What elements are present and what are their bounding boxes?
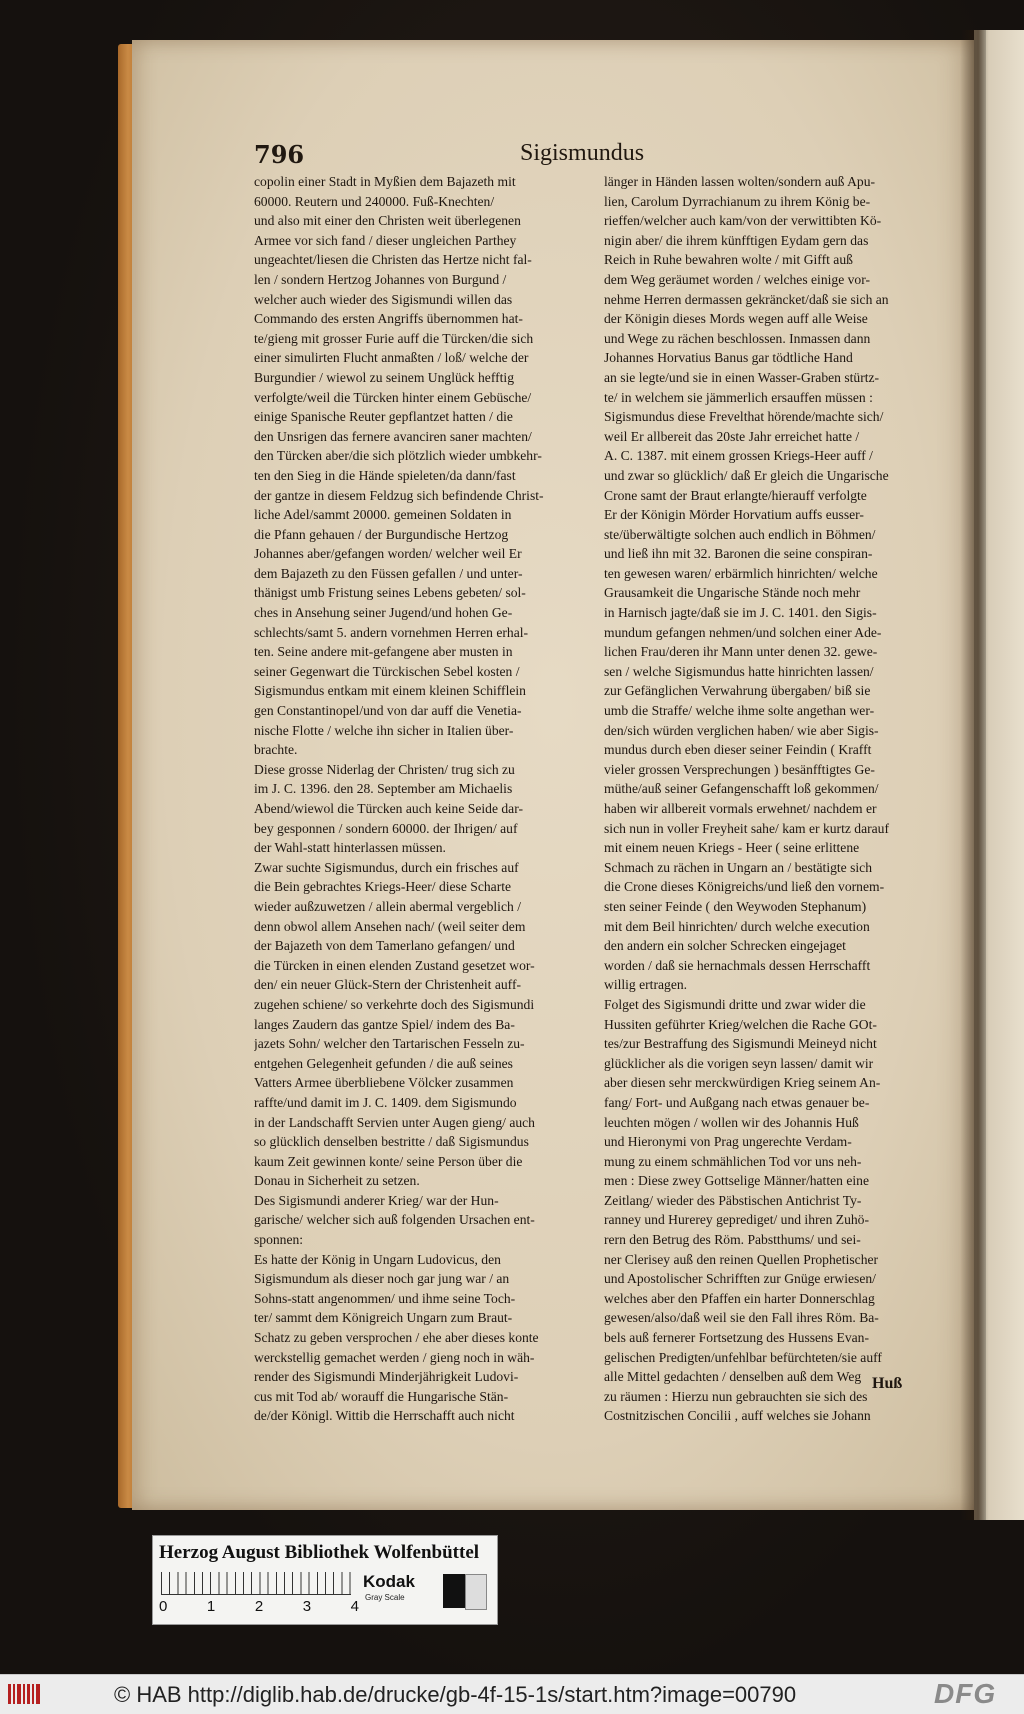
- text-line: Reich in Ruhe bewahren wolte / mit Gifft auß: [604, 252, 853, 268]
- ruler-number: 3: [302, 1598, 312, 1615]
- text-line: denn obwol allem Ansehen nach/ (weil seiter dem: [254, 918, 526, 934]
- text-line: in der Landschafft Servien unter Augen gieng/ auch: [254, 1114, 535, 1130]
- text-line: zu räumen : Hierzu nun gebrauchten sie sich des: [604, 1388, 868, 1404]
- text-line: te/gieng mit grosser Furie auff die Türcken/die sich: [254, 330, 534, 346]
- text-line: kaum Zeit gewinnen konte/ seine Person über die: [254, 1153, 523, 1169]
- running-head: Sigismundus: [520, 140, 645, 166]
- text-line: ten gewesen waren/ erbärmlich hinrichten/ welche: [604, 565, 878, 581]
- gray-scale-caption: Gray Scale: [365, 1593, 405, 1602]
- text-line: ste/überwältigte solchen auch endlich in Böhmen/: [604, 526, 876, 542]
- text-line: sponnen:: [254, 1232, 304, 1248]
- text-line: Diese grosse Niderlag der Christen/ trug sich zu: [254, 761, 515, 777]
- gray-patch-white: [465, 1574, 487, 1610]
- kodak-logo-text: Kodak: [363, 1572, 415, 1591]
- text-line: Grausamkeit die Ungarische Stände noch mehr: [604, 585, 861, 601]
- dfg-logo: DFG: [934, 1678, 997, 1709]
- text-line: liche Adel/sammt 20000. gemeinen Soldaten in: [254, 507, 512, 523]
- text-line: Armee vor sich fand / dieser ungleichen Parthey: [254, 232, 517, 248]
- text-line: schlechts/samt 5. andern vornehmen Herren erhal-: [254, 624, 529, 640]
- text-line: ten den Sieg in die Hände spieleten/da dann/fast: [254, 467, 516, 483]
- text-line: Sigismundus entkam mit einem kleinen Schifflein: [254, 683, 526, 699]
- text-line: len / sondern Hertzog Johannes von Burgund /: [254, 271, 507, 287]
- footer-url-text: © HAB http://diglib.hab.de/drucke/gb-4f-15-1s/start.htm?image=00790: [114, 1682, 797, 1707]
- text-line: entgehen Gelegenheit gefunden / die auß seines: [254, 1055, 513, 1071]
- text-line: dem Weg geräumet worden / welches einige vor-: [604, 271, 871, 287]
- text-line: mit dem Beil hinrichten/ durch welche execution: [604, 918, 870, 934]
- ruler-number: 4: [350, 1598, 359, 1615]
- text-line: und Apostolischer Schrifften zur Gnüge erwiesen/: [604, 1271, 876, 1287]
- text-line: Des Sigismundi anderer Krieg/ war der Hun-: [254, 1192, 499, 1208]
- text-line: cus mit Tod ab/ worauff die Hungarische Stän-: [254, 1388, 509, 1404]
- text-line: gelischen Predigten/unfehlbar befürchteten/sie auff: [604, 1349, 882, 1365]
- text-line: seiner Gegenwart die Türckischen Sebel kosten /: [254, 663, 520, 679]
- text-line: die Pfann gehauen / der Burgundische Hertzog: [254, 526, 509, 542]
- text-line: gewesen/also/daß weil sie den Fall ihres Röm. Ba-: [604, 1310, 879, 1326]
- text-line: den andern ein solcher Schrecken eingejaget: [604, 938, 846, 954]
- library-label-card: [152, 1535, 498, 1625]
- text-line: den Türcken aber/die sich plötzlich wieder umbkehr-: [254, 448, 542, 464]
- text-line: und zwar so glücklich/ daß Er gleich die Ungarische: [604, 467, 889, 483]
- text-line: so glücklich denselben bestritte / daß Sigismundus: [254, 1134, 529, 1150]
- text-line: ungeachtet/liesen die Christen das Hertze nicht fal-: [254, 252, 532, 268]
- text-line: leuchten mögen / wollen wir des Johannis Huß: [604, 1114, 859, 1130]
- text-line: lichen Frau/deren ihr Mann unter denen 32. gewe-: [604, 644, 878, 660]
- gray-patch-black: [443, 1574, 465, 1608]
- text-line: im J. C. 1396. den 28. September am Michaelis: [254, 781, 513, 797]
- text-line: Folget des Sigismundi dritte und zwar wider die: [604, 996, 866, 1012]
- text-line: Es hatte der König in Ungarn Ludovicus, den: [254, 1251, 501, 1267]
- text-line: müthe/auß seiner Gefangenschafft loß gekommen/: [604, 781, 879, 797]
- text-line: glücklicher als die vorigen seyn lassen/ damit wir: [604, 1055, 874, 1071]
- text-line: der Wahl-statt hinterlassen müssen.: [254, 840, 446, 856]
- text-line: Johannes aber/gefangen worden/ welcher weil Er: [254, 546, 522, 562]
- text-line: der gantze in diesem Feldzug sich befindende Christ-: [254, 487, 544, 503]
- text-line: Commando des ersten Angriffs übernommen hat-: [254, 311, 523, 327]
- text-line: und also mit einer den Christen weit überlegenen: [254, 213, 521, 229]
- text-line: Er der Königin Mörder Horvatium auffs eusser-: [604, 507, 864, 523]
- library-name: Herzog August Bibliothek Wolfenbüttel: [159, 1542, 480, 1563]
- text-line: Zwar suchte Sigismundus, durch ein frisches auf: [254, 859, 519, 875]
- text-line: brachte.: [254, 742, 298, 758]
- text-line: den Unsrigen das fernere avanciren saner machten/: [254, 428, 532, 444]
- text-line: werckstellig gemachet werden / gieng noch in wäh-: [254, 1349, 535, 1365]
- text-line: mit einem neuen Kriegs - Heer ( seine erlittene: [604, 840, 860, 856]
- text-line: thänigst umb Fristung seines Lebens gebeten/ sol-: [254, 585, 526, 601]
- text-line: A. C. 1387. mit einem grossen Kriegs-Heer auff /: [604, 448, 873, 464]
- text-line: mundus durch eben dieser seiner Feindin ( Krafft: [604, 742, 872, 758]
- text-line: garische/ welcher sich auß folgenden Ursachen ent-: [254, 1212, 535, 1228]
- text-line: und Hieronymi von Prag ungerechte Verdam-: [604, 1134, 852, 1150]
- text-line: raffte/und damit im J. C. 1409. dem Sigismundo: [254, 1094, 517, 1110]
- text-line: render des Sigismundi Minderjährigkeit Ludovi-: [254, 1369, 519, 1385]
- text-line: ter/ sammt dem Königreich Ungarn zum Braut-: [254, 1310, 513, 1326]
- text-line: der Königin dieses Mords wegen auff alle Weise: [604, 311, 868, 327]
- text-line: tes/zur Bestraffung des Sigismundi Meineyd nicht: [604, 1036, 877, 1052]
- ruler-number: 1: [206, 1598, 216, 1615]
- hab-barcode-icon: [6, 1680, 46, 1708]
- footer-bar: [0, 1674, 1024, 1714]
- text-line: länger in Händen lassen wolten/sondern auß Apu-: [604, 174, 876, 189]
- text-line: fang/ Fort- und Außgang nach etwas genauer be-: [604, 1094, 870, 1110]
- text-line: Burgundier / wiewol zu seinem Unglück hefftig: [254, 369, 514, 385]
- text-line: lien, Carolum Dyrrachianum zu ihrem König be-: [604, 193, 871, 209]
- text-line: Sigismundum als dieser noch gar jung war / an: [254, 1271, 510, 1287]
- text-line: ches in Ansehung seiner Jugend/und hohen Ge-: [254, 605, 513, 621]
- text-line: mundum gefangen nehmen/und solchen einer Ade-: [604, 624, 882, 640]
- text-line: worden / daß sie hernachmals dessen Herrschafft: [604, 957, 871, 973]
- kodak-gray-scale: [357, 1572, 491, 1614]
- text-line: Sigismundus diese Frevelthat hörende/machte sich/: [604, 409, 884, 425]
- text-line: die Türcken in einen elenden Zustand gesetzet wor-: [254, 957, 535, 973]
- text-line: 60000. Reutern und 240000. Fuß-Knechten/: [254, 193, 495, 209]
- catchword: Huß: [872, 1375, 903, 1392]
- text-line: Schmach zu rächen in Ungarn an / bestätigte sich: [604, 859, 873, 875]
- text-line: sich nun in voller Freyheit sahe/ kam er kurtz darauf: [604, 820, 889, 836]
- text-line: mung zu einem schmählichen Tod vor uns neh-: [604, 1153, 862, 1169]
- text-line: Crone samt der Braut erlangte/hierauff verfolgte: [604, 487, 867, 503]
- text-line: dem Bajazeth zu den Füssen gefallen / und unter-: [254, 565, 523, 581]
- ruler-number: 0: [159, 1598, 168, 1615]
- text-line: nische Flotte / welche ihn sicher in Italien über-: [254, 722, 514, 738]
- text-line: welcher auch wieder des Sigismundi willen das: [254, 291, 513, 307]
- text-line: zugehen schiene/ so verkehrte doch des Sigismundi: [254, 996, 535, 1012]
- text-line: copolin einer Stadt in Myßien dem Bajazeth mit: [254, 174, 516, 189]
- page-number: 796: [254, 140, 305, 169]
- text-line: jazets Sohn/ welcher den Tartarischen Fesseln zu-: [254, 1036, 525, 1052]
- text-line: Costnitzischen Concilii , auff welches sie Johann: [604, 1408, 871, 1424]
- text-line: nigin aber/ die ihrem künfftigen Eydam gern das: [604, 232, 869, 248]
- text-line: Schatz zu geben versprochen / ehe aber dieses konte: [254, 1330, 539, 1346]
- text-line: Sohns-statt angenommen/ und ihme seine Toch-: [254, 1290, 516, 1306]
- text-line: te/ in welchem sie jämmerlich ersauffen müssen :: [604, 389, 873, 405]
- text-line: bels auß fernerer Fortsetzung des Hussens Evan-: [604, 1330, 869, 1346]
- text-line: rern den Betrug des Röm. Pabstthums/ und sei-: [604, 1232, 861, 1248]
- text-line: den/sich würden verglichen haben/ wie aber Sigis-: [604, 722, 879, 738]
- scale-ruler: [161, 1572, 351, 1595]
- text-line: sten seiner Feinde ( den Weywoden Stephanum): [604, 898, 867, 914]
- text-line: weil Er allbereit das 20ste Jahr erreichet hatte /: [604, 428, 860, 444]
- text-line: einer simulirten Flucht anmaßten / loß/ welche der: [254, 350, 529, 366]
- text-line: an sie legte/und sie in einen Wasser-Graben stürtz-: [604, 369, 880, 385]
- text-line: in Harnisch jagte/daß sie im J. C. 1401. den Sigis-: [604, 605, 877, 621]
- ruler-number: 2: [254, 1598, 264, 1615]
- text-line: haben wir allbereit vormals erwehnet/ nachdem er: [604, 801, 877, 816]
- text-line: willig ertragen.: [604, 977, 688, 993]
- text-line: und Wege zu rächen beschlossen. Inmassen dann: [604, 330, 871, 346]
- text-line: langes Zaudern das gantze Spiel/ indem des Ba-: [254, 1016, 515, 1032]
- text-line: einige Spanische Reuter gepflantzet hatten / die: [254, 409, 513, 425]
- text-line: Zeitlang/ wieder des Päbstischen Antichrist Ty-: [604, 1192, 862, 1208]
- text-column-left: [254, 172, 586, 1426]
- text-line: umb die Straffe/ welche ihme solte angethan wer-: [604, 703, 875, 719]
- text-line: de/der Königl. Wittib die Herrschafft auch nicht: [254, 1408, 515, 1424]
- text-line: bey gesponnen / sondern 60000. der Ihrigen/ auf: [254, 820, 518, 836]
- text-line: Johannes Horvatius Banus gar tödtliche Hand: [604, 350, 853, 366]
- text-line: Abend/wiewol die Türcken auch keine Seide dar-: [254, 801, 523, 816]
- text-line: alle Mittel gedachten / denselben auß dem Weg: [604, 1369, 862, 1385]
- text-line: die Bein gebrachtes Kriegs-Heer/ diese Scharte: [254, 879, 512, 895]
- text-line: wieder außzuwetzen / allein abermal vergeblich /: [254, 898, 521, 914]
- text-line: ten. Seine andere mit-gefangene aber musten in: [254, 644, 513, 660]
- text-line: gen Constantinopel/und von dar auff die Venetia-: [254, 703, 522, 719]
- text-line: Hussiten geführter Krieg/welchen die Rache GOt-: [604, 1016, 877, 1032]
- text-line: der Bajazeth von dem Tamerlano gefangen/ und: [254, 938, 515, 954]
- text-line: vieler grossen Versprechungen ) besänfftigtes Ge-: [604, 761, 875, 777]
- text-line: rieffen/welcher auch kam/von der verwittibten Kö-: [604, 213, 882, 229]
- text-line: Donau in Sicherheit zu setzen.: [254, 1173, 420, 1189]
- text-line: zur Gefänglichen Verwahrung übergaben/ biß sie: [604, 683, 871, 699]
- text-line: den/ ein neuer Glück-Stern der Christenheit auff-: [254, 977, 522, 993]
- text-line: Vatters Armee überbliebene Völcker zusammen: [254, 1075, 514, 1091]
- text-line: welches aber den Pfaffen ein harter Donnerschlag: [604, 1290, 875, 1306]
- text-line: verfolgte/weil die Türcken hinter einem Gebüsche/: [254, 389, 532, 405]
- text-line: ner Clerisey auß den reinen Quellen Prophetischer: [604, 1251, 879, 1267]
- text-line: nehme Herren dermassen gekräncket/daß sie sich an: [604, 291, 889, 307]
- text-line: aber diesen sehr merckwürdigen Krieg seinem An-: [604, 1075, 881, 1091]
- text-line: men : Diese zwey Gottselige Männer/hatten eine: [604, 1173, 869, 1189]
- spine-shadow: [960, 30, 986, 1520]
- ruler-numbers: [159, 1598, 359, 1615]
- text-line: die Crone dieses Königreichs/und ließ den vornem-: [604, 879, 885, 895]
- text-line: ranney und Hurerey geprediget/ und ihren Zuhö-: [604, 1212, 869, 1228]
- text-column-right: [604, 172, 924, 1426]
- text-line: und ließ ihn mit 32. Baronen die seine conspiran-: [604, 546, 873, 562]
- text-line: sen / welche Sigismundus hatte hinrichten lassen/: [604, 663, 874, 679]
